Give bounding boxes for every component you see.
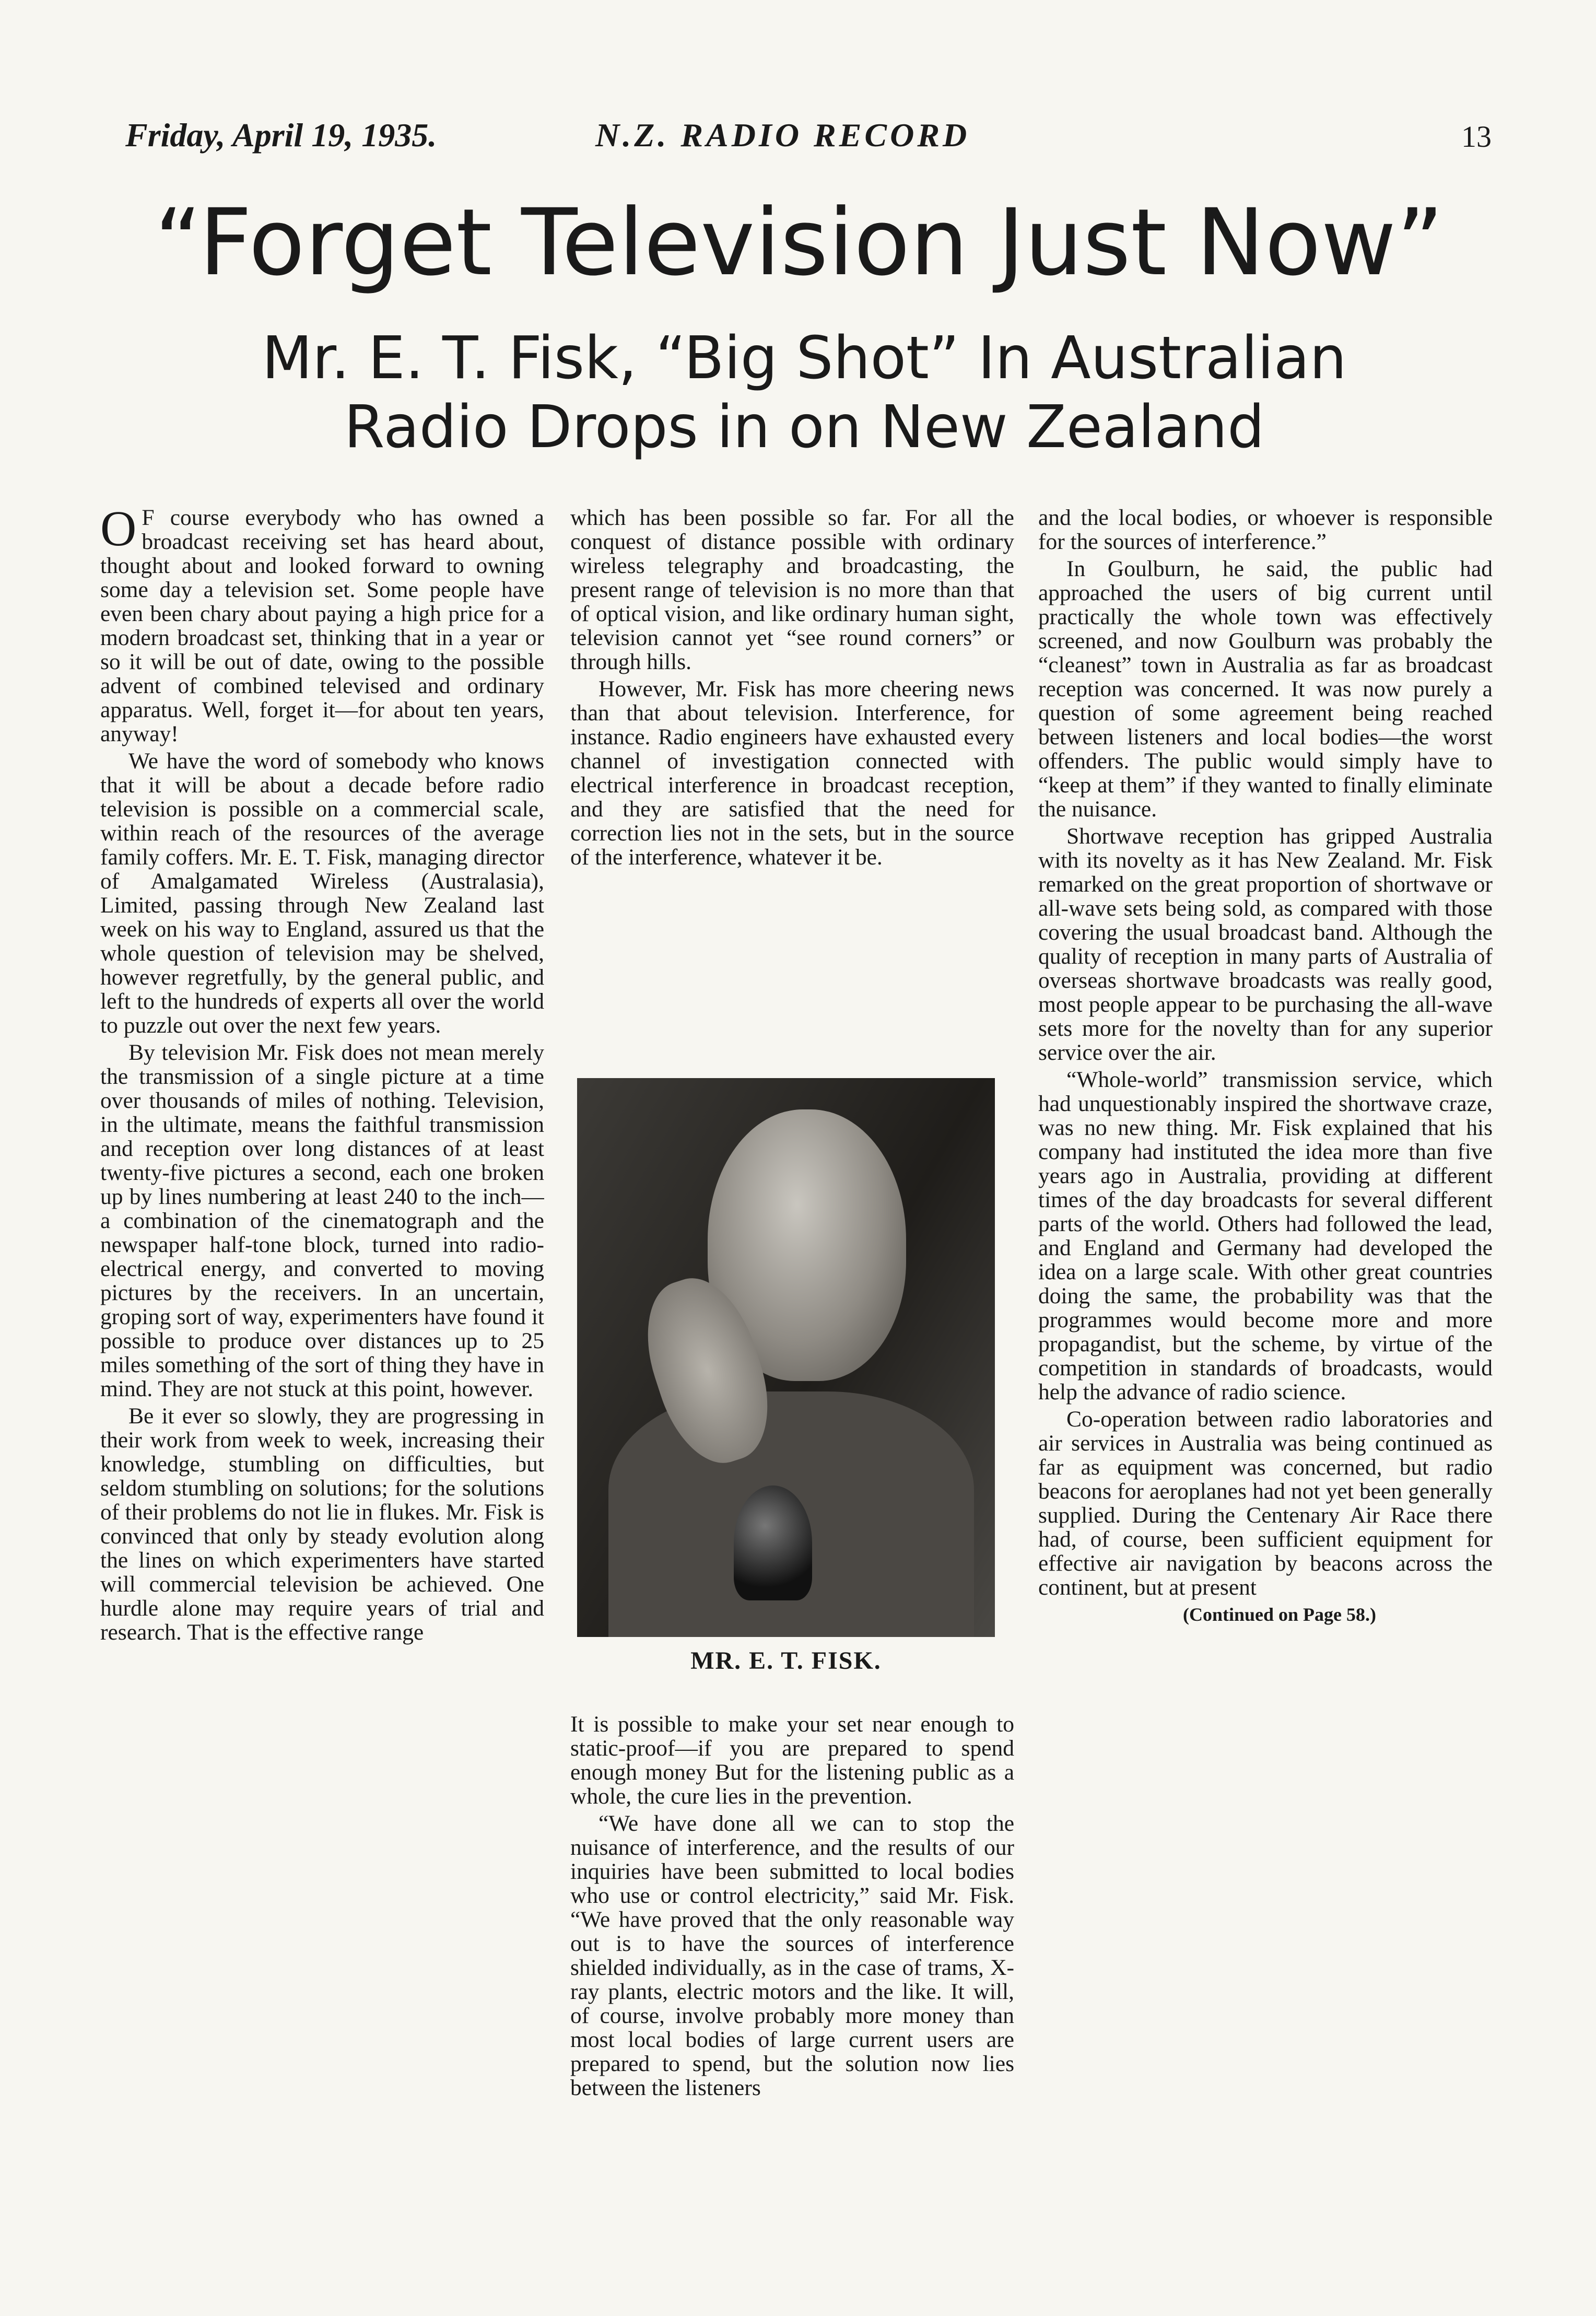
article-column-1 [100, 506, 544, 2308]
publication-name: N.Z. RADIO RECORD [595, 116, 970, 154]
subheadline-line-2: Radio Drops in on New Zealand [344, 393, 1265, 461]
telephone-icon [734, 1485, 812, 1600]
paragraph: It is possible to make your set near enough to static-proof—if you are prepared to spend enough money But for the listening public as a whole, the cure lies in the prevention. [570, 1712, 1014, 1809]
article-headline: “Forget Television Just Now” [154, 189, 1444, 296]
portrait-photo [577, 1078, 995, 1637]
paragraph: “Whole-world” transmission service, which had unquestionably inspired the shortwave craze, was no new thing. Mr. Fisk explained that his company had instituted the idea more than five years ago in Australia, providing at different times of the day broadcasts for several different parts of the world. Others had followed the lead, and England and Germany had developed the idea on a large scale. With other great countries doing the same, the probability was that the programmes would become more and more propagandist, but the scheme, by virtue of the competition in standards of broadcasts, would help the advance of radio science. [1038, 1067, 1493, 1405]
paragraph: In Goulburn, he said, the public had approached the users of big current until practically the whole town was effectively screened, and now Goulburn was probably the “cleanest” town in Australia as far as broadcast reception was concerned. It was now purely a question of some agreement being reached between listeners and local bodies—the worst offenders. The public would simply have to “keep at them” if they wanted to finally eliminate the nuisance. [1038, 556, 1493, 822]
drop-cap: O [100, 506, 137, 556]
column-2-top [570, 506, 1014, 1049]
article-subheadline [104, 324, 1504, 462]
paragraph: and the local bodies, or whoever is responsible for the sources of interference.” [1038, 506, 1493, 554]
paragraph: Be it ever so slowly, they are progressing in their work from week to week, increasing their knowledge, stumbling on difficulties, but seldom stumbling on solutions; for the solutions of their problems do not lie in flukes. Mr. Fisk is convinced that only by steady evolution along the lines on which experimenters have started will commercial television be achieved. One hurdle alone may require years of trial and research. That is the effective range [100, 1403, 544, 1645]
subheadline-line-1: Mr. E. T. Fisk, “Big Shot” In Australian [262, 324, 1347, 392]
continued-note: (Continued on Page 58.) [1182, 1604, 1377, 1625]
paragraph: By television Mr. Fisk does not mean merely the transmission of a single picture at a time over thousands of miles of nothing. Television, in the ultimate, means the faithful transmission and reception over long distances of at least twenty-five pictures a second, each one broken up by lines numbering at least 240 to the inch—a combination of the cinematograph and the newspaper half-tone block, turned into radio-electrical energy, and converted to moving pictures by the receivers. In an uncertain, groping sort of way, experimenters have found it possible to produce over distances up to 25 miles something of the sort of thing they have in mind. They are not stuck at this point, however. [100, 1040, 544, 1401]
paragraph-text: F course everybody who has owned a broadcast receiving set has heard about, thought about and looked forward to owning some day a television set. Some people have even been chary about paying a high price for a modern broadcast set, thinking that in a year or so it will be out of date, owing to the possible advent of combined televised and ordinary apparatus. Well, forget it—for about ten years, anyway! [100, 506, 544, 746]
paragraph: Co-operation between radio laboratories and air services in Australia was being continued as far as equipment was concerned, but radio beacons for aeroplanes had not yet been generally supplied. During the Centenary Air Race there had, of course, been sufficient equipment for effective air navigation by beacons across the continent, but at present [1038, 1407, 1493, 1600]
paragraph: We have the word of somebody who knows that it will be about a decade before radio television is possible on a commercial scale, within reach of the resources of the average family coffers. Mr. E. T. Fisk, managing director of Amalgamated Wireless (Australasia), Limited, passing through New Zealand last week on his way to England, assured us that the whole question of television may be shelved, however regretfully, by the general public, and left to the hundreds of experts all over the world to puzzle out over the next few years. [100, 748, 544, 1038]
paragraph: However, Mr. Fisk has more cheering news than that about television. Interference, for instance. Radio engineers have exhausted every channel of investigation connected with electrical interference in broadcast reception, and they are satisfied that the need for correction lies not in the sets, but in the source of the interference, whatever it be. [570, 676, 1014, 870]
page-header [125, 116, 1492, 163]
paragraph: Shortwave reception has gripped Australia with its novelty as it has New Zealand. Mr. Fisk remarked on the great proportion of shortwave or all-wave sets being sold, as compared with those covering the usual broadcast band. Although the quality of reception in many parts of Australia of overseas shortwave broadcasts was really good, most people appear to be purchasing the all-wave sets more for the novelty than for any superior service over the air. [1038, 824, 1493, 1065]
paragraph [100, 506, 544, 746]
paragraph: “We have done all we can to stop the nuisance of interference, and the results of our inquiries have been submitted to local bodies who use or control electricity,” said Mr. Fisk. “We have proved that the only reasonable way out is to have the sources of interference shielded individually, as in the case of trams, X-ray plants, electric motors and the like. It will, of course, involve probably more money than most local bodies of large current users are prepared to spend, but the solution now lies between the listeners [570, 1811, 1014, 2100]
column-2-bottom [570, 1712, 1014, 2302]
page-number: 13 [1461, 120, 1492, 154]
paragraph: which has been possible so far. For all the conquest of distance possible with ordinary wireless telegraphy and broadcasting, the present range of television is no more than that of optical vision, and like ordinary human sight, television cannot yet “see round corners” or through hills. [570, 506, 1014, 674]
issue-date: Friday, April 19, 1935. [125, 116, 437, 154]
photo-caption: MR. E. T. FISK. [690, 1647, 882, 1675]
article-column-3 [1038, 506, 1493, 2308]
